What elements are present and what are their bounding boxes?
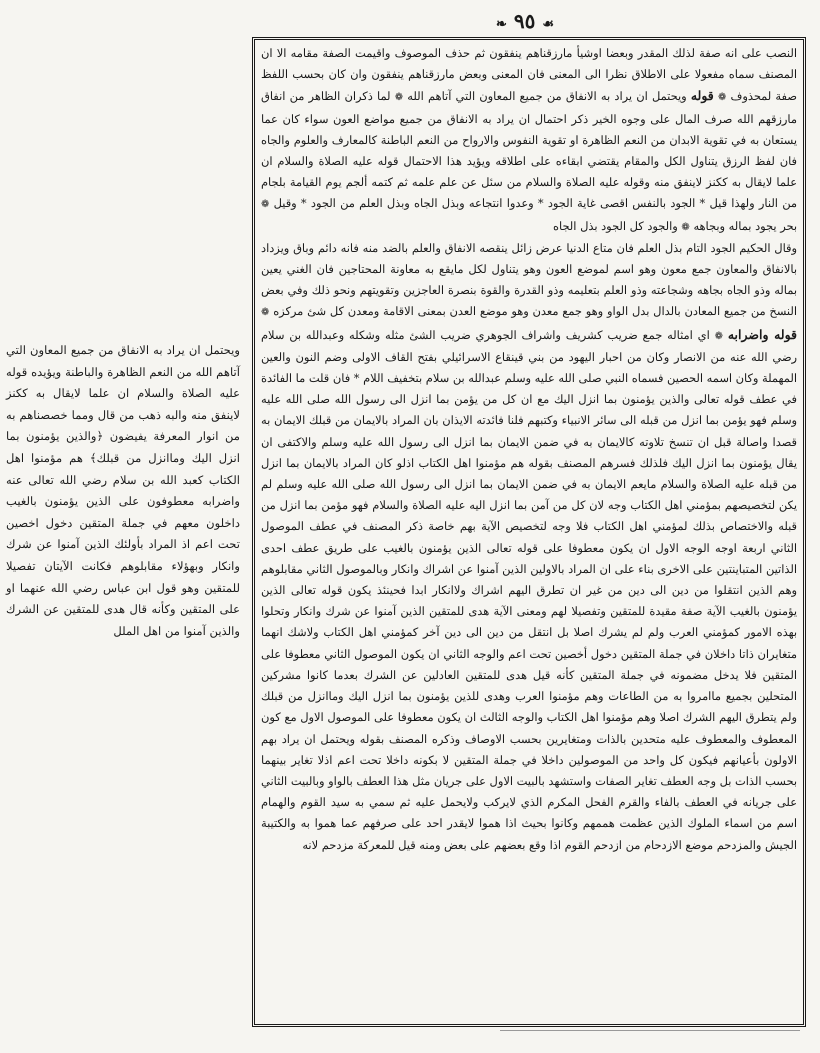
keyword-ornament: ❁ [261,307,270,319]
main-paragraph-3: اي امثاله جمع ضريب كشريف واشراف الجوهري ضريب الشئ مثله وشكله وعبدالله بن سلام رضي الله عنه من الانصار وكان من احبار اليهود من بني قينقاع الاسرائيلي بفتح القاف الاولى وضم النون والعين المهملة وكان اسمه الحصين فسماه النبي صلى الله عليه وسلم عبدالله بن سلام بتخفيف اللام * فان قلت ما الفائدة في عطف قوله تعالى والذين يؤمنون بما انزل اليك مع ان كل من يؤمن بما انزل الى رسول الله صلى الله عليه وسلم فهو يؤمن بما انزل من قبله الى سائر الانبياء وكتبهم فلنا فائدته الايذان بان المراد بالايمان من قبلك الايمان به قصدا واصالة قبل ان تنسخ تلاوته كالايمان به في ضمن الايمان بما انزل الى رسول الله عليه وسلم والاكتفى ان يقال يؤمنون بما انزل اليك فلذلك فسرهم المصنف بقوله هم مؤمنوا اهل الكتاب اذلو كان المراد بالايمان بما انزل من قبله عليه الصلاة والسلام مايعم الايمان به في ضمن الايمان بما انزل الى رسول الله صلى الله عليه وسلم لم يكن لتخصيصهم بمؤمني اهل الكتاب وجه لان كل من آمن بما انزل اليه عليه الصلاة والسلام فهو مؤمن بما انزل من قبله والاختصاص بذلك لمؤمني اهل الكتاب فلا وجه لتخصيص الآية بهم خاصة ذكر المصنف في عطف الموصول الثاني اربعة اوجه الوجه الاول ان يكون معطوفا على قوله تعالى الذين يؤمنون بالغيب على طريق عطف احدى الذاتين المتباينتين على الاخرى بناء على ان المراد بالاولين الذين آمنوا عن اشراك وانكار وبالموصول الثاني مقابلوهم وهم الذين انتقلوا من دين الى دين من غير ان تطرق اليهم اشراك ولاانكار ابدا فحينئذ يكون قوله تعالى الذين يؤمنون بالغيب الآية صفة مقيدة للمتقين وتفصيلا لهم ومعنى الآية هدى للمتقين الذين آمنوا عن شرك وانكار وتحلوا بهذه الامور كمؤمني العرب ولم لم يشرك اصلا بل انتقل من دين الى دين آخر كمؤمني اهل الكتاب ولاشك انهما متغايران ذاتا داخلان في جملة المتقين دخول أخصين تحت اعم والوجه الثاني ان يكون الموصول الثاني معطوفا على المتقين فلا يدخل مضمونه في جملة المتقين كأنه قيل هدى للمتقين العادلين عن الشرك بعدما كانوا مشركين المتحلين بجميع ماامروا به من الطاعات وهم مؤمنوا العرب وهدى للذين يؤمنون بما انزل اليك وماانزل من قبلك ولم يتطرق اليهم الشرك اصلا وهم مؤمنوا اهل الكتاب والوجه الثالث ان يكون معطوفا على الموصول الاول مع كون المعطوف والمعطوف عليه متحدين بالذات ومتغايرين بحسب الاوصاف وذكره المصنف بقوله ويحتمل ان يراد بهم الاولون بأعيانهم فيكون كل واحد من الموصولين داخلا في جملة المتقين لا بكونه داخلا تحت اعم اذلا تغاير بينهما بحسب الذات بل وجه العطف تغاير الصفات واستشهد بالبيت الاول على جريان مثل هذا العطف بالواو وبالبيت الثاني على جريانه في العطف بالفاء والقرم الفحل المكرم الذي لايركب ولايحمل عليه ثم سمي به سيد القوم والهمام اسم من اسماء الملوك الذين عظمت هممهم وكانوا بحيث اذا هموا لايقدر احد على صرفهم عما هموا به والكتيبة الجيش والمزدحم موضع الازدحام من ازدحم القوم اذا وقع بعضهم على بعض ومنه قيل للمعركة مزدحم لانه [261,327,797,852]
keyword-text-1: ويحتمل ان يراد به الانفاق من جميع المعاون التي آتاهم الله [407,89,687,104]
main-text-frame [252,37,806,1027]
bottom-rule [500,1030,800,1031]
main-paragraph-1: الظاهر من انفاق مارزقهم الله صرف المال على وجوه الخير ذكر احتمال ان يراد به الانفاق من جميع مواضع العون سواء كان عما يستعان به في تقوية الابدان من النعم الظاهرة او تقوية النفوس والارواح من النعم الباطنة كالمعارف والعلوم والجاه فان لفظ الرزق يتناول الكل والمقام يقتضي ابقاءه على اطلاقه ويؤيد هذا الاحتمال قوله عليه الصلاة والسلام ان علما لايقال به ككنز لاينفق منه وقوله عليه الصلاة والسلام من سئل عن علم علمه ثم كتمه ألجم يوم القيامة بلجام من النار ولهذا قيل * الجود بالنفس اقصى غاية الجود * وعدوا انتجاعه وبذل الجاه وبذل العلم من [261,89,797,211]
page-number-value: ٩٥ [513,9,536,33]
keyword-ornament: ❁ [714,330,723,342]
keyword-qawluhu-1: قوله [690,88,714,104]
page-ornament-right: ☙ [542,17,554,32]
margin-paragraph: ويحتمل ان يراد به الانفاق من جميع المعاون التي آتاهم الله من النعم الظاهرة والباطنة ويؤيده قوله عليه الصلاة والسلام ان علما لايقال به ككنز لاينفق منه والبه ذهب من قال ومما خصصناهم به من انوار المعرفة يفيضون ﴿والذين يؤمنون بما انزل اليك وماانزل من قبلك﴾ هم مؤمنوا اهل الكتاب كعبد الله بن سلام رضي الله تعالى عنه واضرابه معطوفون على الذين يؤمنون بالغيب داخلون معهم في جملة المتقين دخول اخصين تحت اعم اذ المراد بأولئك الذين آمنوا عن شرك وانكار وبهؤلاء مقابلوهم فكانت الآيتان تفصيلا للمتقين وهو قول ابن عباس رضي الله عنهما او على المتقين وكأنه قال هدى للمتقين عن الشرك والذين آمنوا من اهل الملل [6,343,240,638]
main-commentary [261,43,797,856]
main-line-2: مقامه الا ان المصنف سماه مفعولا على الاطلاق نظرا الى المعنى فان المعنى وبعض مارزقناهم ينفقون وان كان [261,46,797,82]
verse-ornament: ❁ [261,199,270,211]
verse-a: الجود * وقيل [273,196,336,211]
margin-text [6,340,240,642]
keyword-ornament: ❁ [394,92,404,104]
main-line-3: بحسب اللفظ صفة لمحذوف [261,67,797,104]
keyword-text-1b: لما ذكران [344,89,391,104]
keyword-ornament: ❁ [717,92,727,104]
main-line-1: النصب على انه صفة لذلك المقدر وبعضا اوشيأ مارزقناهم ينفقون ثم حذف الموصوف واقيمت الصفة [322,46,797,60]
verse-b: بحر يجود بماله وبجاهه [693,218,797,233]
page-ornament-left: ❧ [496,17,507,32]
page-number [480,8,570,34]
keyword-qawluhu-2: قوله واضرابه [727,326,798,342]
main-paragraph-2: وقال الحكيم الجود التام بذل العلم فان متاع الدنيا عرض زائل ينقصه الانفاق والعلم بالضد منه فانه دائم وباق ويزداد بالانفاق والمعاون جمع معون وهو اسم لموضع العون وهو يتناول لكل مايقع به معاونة المحتاجين فان الغني يعين بماله وذو الجاه بجاهه وشجاعته وذو العلم بتعليمه وذو القدرة والقوة بنصرة العاجزين وتقويتهم ونحو ذلك وفي بعض النسخ من جميع المعادن بالدال بدل الواو وهو جمع معدن وهو موضع العدن بمعنى الاقامة ومعدن كل شئ مركزه [261,240,798,319]
verse-ornament: ❁ [681,221,690,233]
verse-c: والجود كل الجود بذل الجاه [553,218,678,233]
